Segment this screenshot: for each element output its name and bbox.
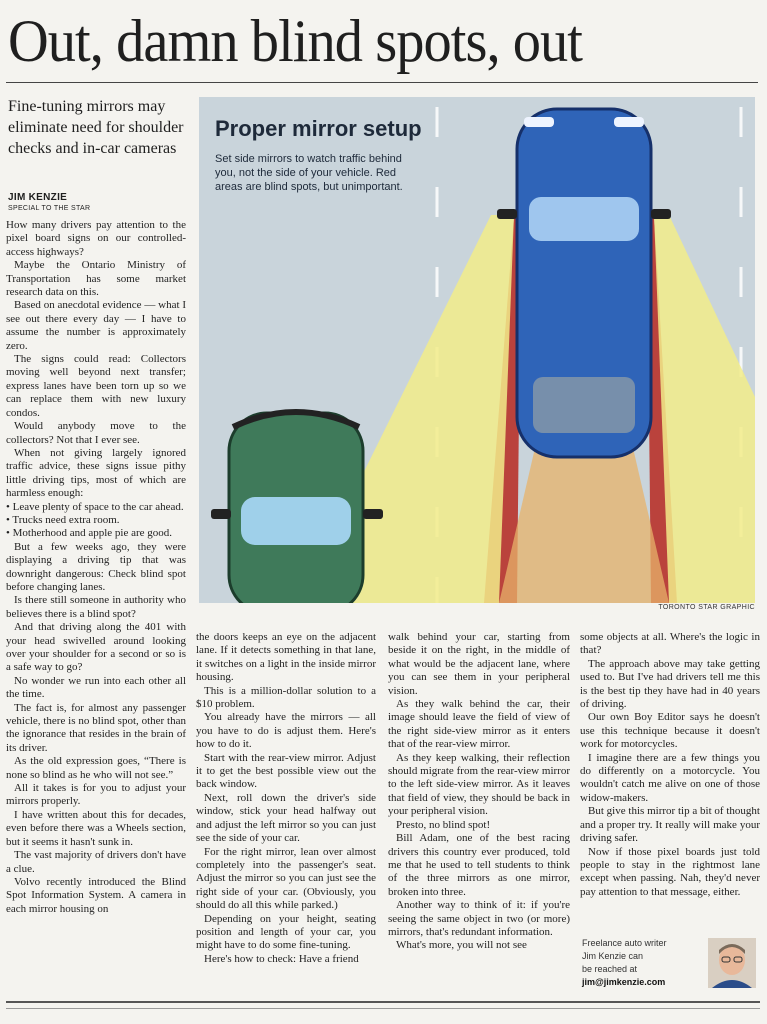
paragraph: walk behind your car, starting from beside it on the right, in the middle of what would be the adjacent lane, where you can see them in your peripheral vision.	[388, 631, 570, 697]
author-portrait-icon	[708, 938, 756, 988]
paragraph: For the right mirror, lean over almost completely into the passenger's seat. Adjust the mirror so you can just see the right side of your car. (Obviously, you should do all this while parked.)	[196, 845, 376, 912]
paragraph: But give this mirror tip a bit of thought and a proper try. It really will make your driving safer.	[580, 805, 760, 845]
headline: Out, damn blind spots, out	[8, 8, 583, 74]
bullet-item: • Motherhood and apple pie are good.	[6, 527, 173, 540]
paragraph: But a few weeks ago, they were displaying a driving tip that was downright dangerous: Check blind spot before changing lanes.	[6, 540, 186, 593]
graphic-credit: TORONTO STAR GRAPHIC	[658, 604, 755, 611]
paragraph: I have written about this for decades, even before there was a Wheels section, but it seems it hasn't sunk in.	[6, 808, 186, 848]
green-car-icon	[211, 412, 383, 603]
blue-car-icon	[497, 109, 671, 457]
paragraph: Next, roll down the driver's side window, stick your head halfway out and adjust the left mirror so you can just see the side of your car.	[196, 791, 376, 845]
body-column-2	[196, 631, 376, 991]
headline-rule	[6, 82, 758, 83]
paragraph: Another way to think of it: if you're seeing the same object in two (or more) mirrors, that's redundant information.	[388, 899, 570, 938]
paragraph: Maybe the Ontario Ministry of Transportation has some market research data on this.	[6, 259, 186, 299]
byline-affiliation: SPECIAL TO THE STAR	[8, 205, 91, 212]
contributor-line: Jim Kenzie can	[582, 951, 644, 961]
paragraph: As the old expression goes, “There is none so blind as he who will not see.”	[6, 755, 186, 781]
paragraph: As they walk behind the car, their image should leave the field of view of the right side-view mirror as it enters that of the rear-view mirror.	[388, 698, 570, 751]
body-column-3	[388, 631, 570, 991]
paragraph: When not giving largely ignored traffic advice, these signs issue pithy little driving tips, most of which are harmless enough:	[6, 446, 186, 500]
paragraph: You already have the mirrors — all you have to do is adjust them. Here's how to do it.	[196, 711, 376, 751]
paragraph: And that driving along the 401 with your head swivelled around looking over your shoulder for a second or so is a safe way to go?	[6, 621, 186, 674]
paragraph: Would anybody move to the collectors? Not that I ever see.	[6, 420, 186, 446]
paragraph: Depending on your height, seating position and length of your car, you might have to do some fine-tuning.	[196, 912, 376, 952]
paragraph: As they keep walking, their reflection should migrate from the rear-view mirror to the left side-view mirror. As it leaves that field of view, they should be back in your peripheral vision.	[388, 751, 570, 818]
paragraph: Presto, no blind spot!	[396, 818, 491, 831]
paragraph: No wonder we run into each other all the time.	[6, 674, 186, 701]
bottom-rule	[6, 1001, 760, 1003]
paragraph: This is a million-dollar solution to a $10 problem.	[196, 684, 376, 711]
graphic-description: Set side mirrors to watch traffic behind you, not the side of your vehicle. Red areas are blind spots, but unimportant.	[215, 153, 403, 193]
body-column-1	[6, 219, 186, 991]
contributor-line: be reached at	[582, 964, 638, 974]
paragraph: The approach above may take getting used to. But I've had drivers tell me this is the best tip they have had in 40 years of driving.	[580, 657, 760, 711]
paragraph: I imagine there are a few things you do differently on a motorcycle. You wouldn't catch me alive on one of those widow-makers.	[580, 751, 760, 804]
body-column-4	[580, 631, 760, 931]
paragraph: The signs could read: Collectors moving well beyond next transfer; express lanes have been torn up so we can replace them with new luxury condos.	[6, 353, 186, 419]
paragraph: The vast majority of drivers don't have a clue.	[6, 849, 186, 875]
paragraph: Our own Boy Editor says he doesn't use this technique because it doesn't work for motorcycles.	[580, 711, 760, 751]
paragraph: Based on anecdotal evidence — what I see out there every day — I have to assume the number is approximately zero.	[6, 299, 186, 352]
bullet-item: • Leave plenty of space to the car ahead.	[6, 500, 184, 513]
paragraph: the doors keeps an eye on the adjacent lane. If it detects something in that lane, it switches on a light in the inside mirror housing.	[196, 631, 376, 684]
paragraph: All it takes is for you to adjust your mirrors properly.	[6, 782, 186, 808]
paragraph: Now if those pixel boards just told people to stay in the rightmost lane except when passing. Nah, they'd never pay attention to that message, either.	[580, 845, 760, 898]
paragraph: some objects at all. Where's the logic in that?	[580, 631, 760, 657]
paragraph: Bill Adam, one of the best racing drivers this country ever produced, told me that he used to tell students to think of the three mirrors as one mirror, broken into three.	[388, 832, 570, 898]
deck-subheadline: Fine-tuning mirrors may eliminate need for shoulder checks and in-car cameras	[8, 98, 184, 157]
byline-author: JIM KENZIE	[8, 192, 68, 203]
graphic-title: Proper mirror setup	[215, 116, 422, 141]
bullet-item: • Trucks need extra room.	[6, 513, 120, 526]
contributor-note	[582, 937, 700, 989]
paragraph: How many drivers pay attention to the pixel board signs on our controlled-access highways?	[6, 219, 186, 258]
bottom-rule	[6, 1008, 760, 1009]
paragraph: What's more, you will not see	[396, 939, 527, 952]
contributor-email[interactable]: jim@jimkenzie.com	[582, 977, 666, 987]
paragraph: The fact is, for almost any passenger vehicle, there is no blind spot, other than the ignorance that resides in the brain of its driver.	[6, 701, 186, 754]
paragraph: Is there still someone in authority who believes there is a blind spot?	[6, 594, 186, 620]
paragraph: Volvo recently introduced the Blind Spot Information System. A camera in each mirror housing on	[6, 875, 186, 915]
paragraph: Start with the rear-view mirror. Adjust it to get the best possible view out the back window.	[196, 751, 376, 791]
contributor-line: Freelance auto writer	[582, 938, 667, 948]
paragraph: Here's how to check: Have a friend	[204, 952, 359, 965]
